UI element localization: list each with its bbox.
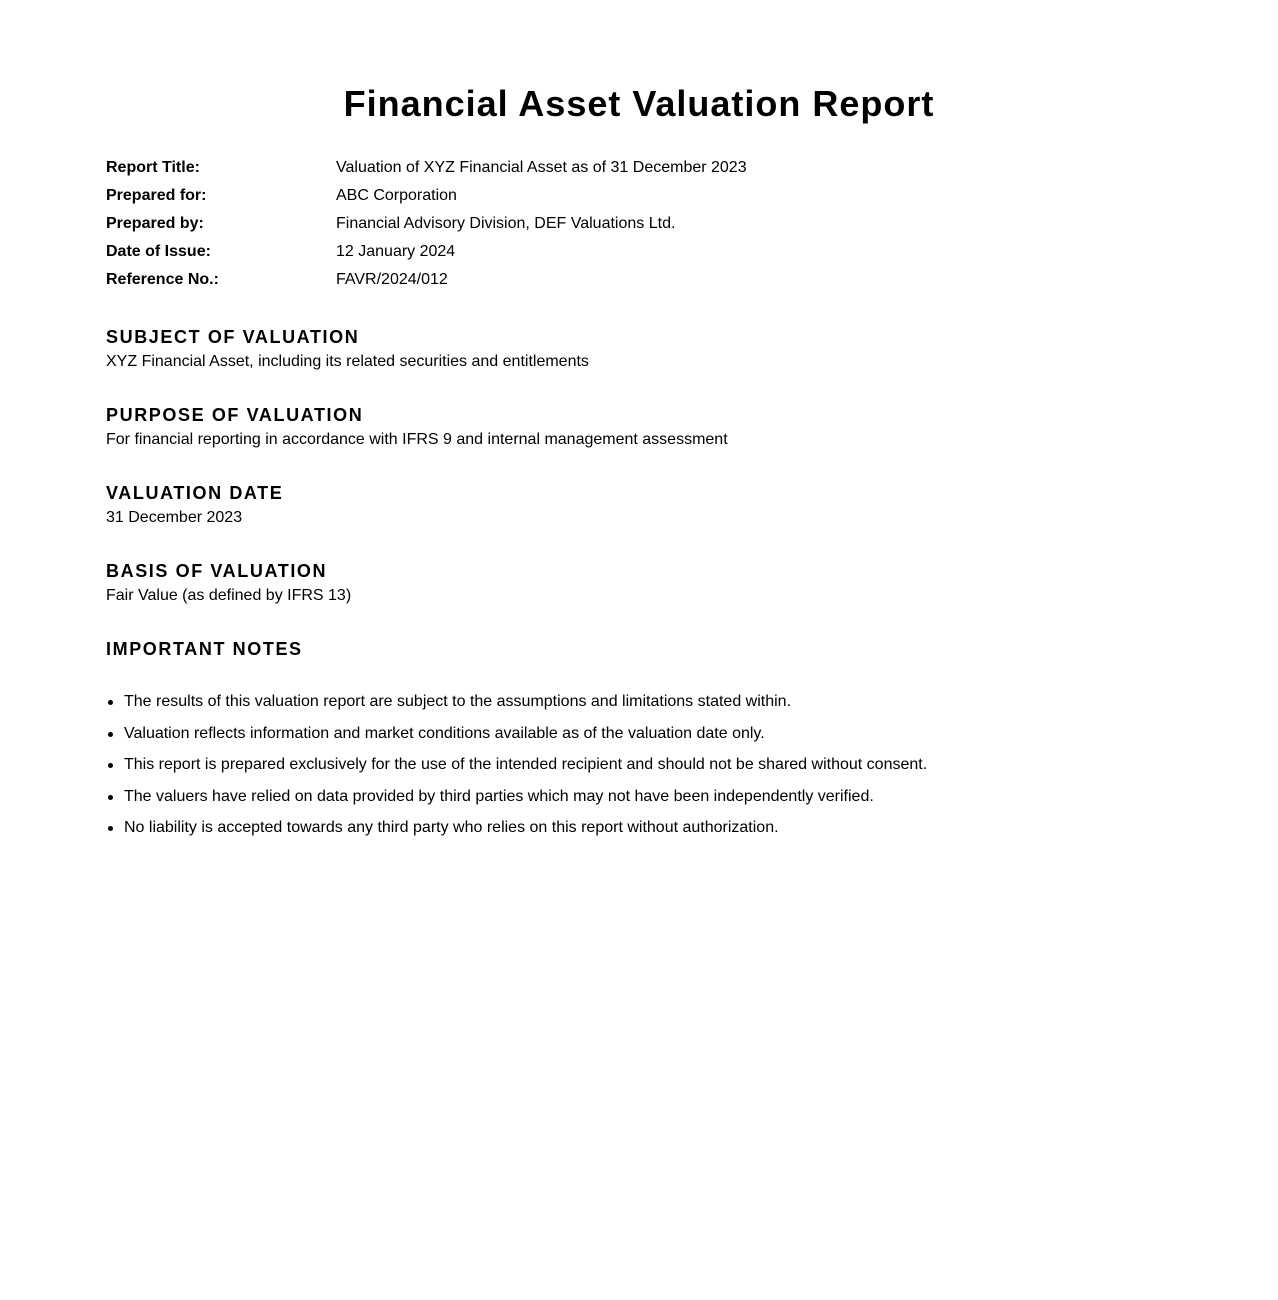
note-text: This report is prepared exclusively for the use of the intended recipient and should not be shared without consent. xyxy=(124,756,928,773)
section-heading: PURPOSE OF VALUATION xyxy=(106,405,364,425)
list-item xyxy=(106,816,1206,848)
meta-value: 12 January 2024 xyxy=(336,243,456,260)
note-text: The results of this valuation report are subject to the assumptions and limitations stated within. xyxy=(124,693,792,710)
meta-label: Prepared for: xyxy=(106,187,207,204)
meta-label: Date of Issue: xyxy=(106,243,211,260)
bullet-icon xyxy=(108,763,113,768)
meta-label: Reference No.: xyxy=(106,271,219,288)
list-item xyxy=(106,785,1206,817)
section-important-notes xyxy=(106,638,1106,660)
meta-row-prepared-by xyxy=(106,210,1106,238)
section-text: 31 December 2023 xyxy=(106,509,243,526)
section-purpose xyxy=(106,404,1106,450)
note-text: Valuation reflects information and market conditions available as of the valuation date only. xyxy=(124,724,765,742)
section-text: Fair Value (as defined by IFRS 13) xyxy=(106,587,352,604)
section-heading: SUBJECT OF VALUATION xyxy=(106,327,360,347)
note-text: No liability is accepted towards any third party who relies on this report without authorization. xyxy=(124,819,779,836)
report-metadata xyxy=(106,154,1106,294)
meta-value: Valuation of XYZ Financial Asset as of 31 December 2023 xyxy=(336,159,747,176)
meta-row-prepared-for xyxy=(106,182,1106,210)
section-text: For financial reporting in accordance with IFRS 9 and internal management assessment xyxy=(106,431,728,448)
bullet-icon xyxy=(108,700,113,705)
bullet-icon xyxy=(108,826,113,831)
list-item xyxy=(106,722,1206,754)
list-item xyxy=(106,753,1206,785)
meta-label: Prepared by: xyxy=(106,215,204,232)
section-heading: IMPORTANT NOTES xyxy=(106,639,303,659)
section-text: XYZ Financial Asset, including its related securities and entitlements xyxy=(106,353,589,370)
bullet-icon xyxy=(108,732,113,737)
meta-value: ABC Corporation xyxy=(336,187,457,204)
report-title: Financial Asset Valuation Report xyxy=(343,83,935,124)
meta-label: Report Title: xyxy=(106,159,200,176)
section-subject xyxy=(106,326,1106,372)
meta-row-date-of-issue xyxy=(106,238,1106,266)
section-heading: BASIS OF VALUATION xyxy=(106,561,328,581)
meta-value: FAVR/2024/012 xyxy=(336,271,448,288)
bullet-icon xyxy=(108,795,113,800)
section-valuation-date xyxy=(106,482,1106,528)
notes-list xyxy=(106,690,1206,848)
meta-row-report-title xyxy=(106,154,1106,182)
list-item xyxy=(106,690,1206,722)
section-basis xyxy=(106,560,1106,606)
meta-value: Financial Advisory Division, DEF Valuations Ltd. xyxy=(336,215,676,232)
note-text: The valuers have relied on data provided by third parties which may not have been independently verified. xyxy=(124,787,874,805)
section-heading: VALUATION DATE xyxy=(106,483,284,503)
meta-row-reference-no xyxy=(106,266,1106,294)
